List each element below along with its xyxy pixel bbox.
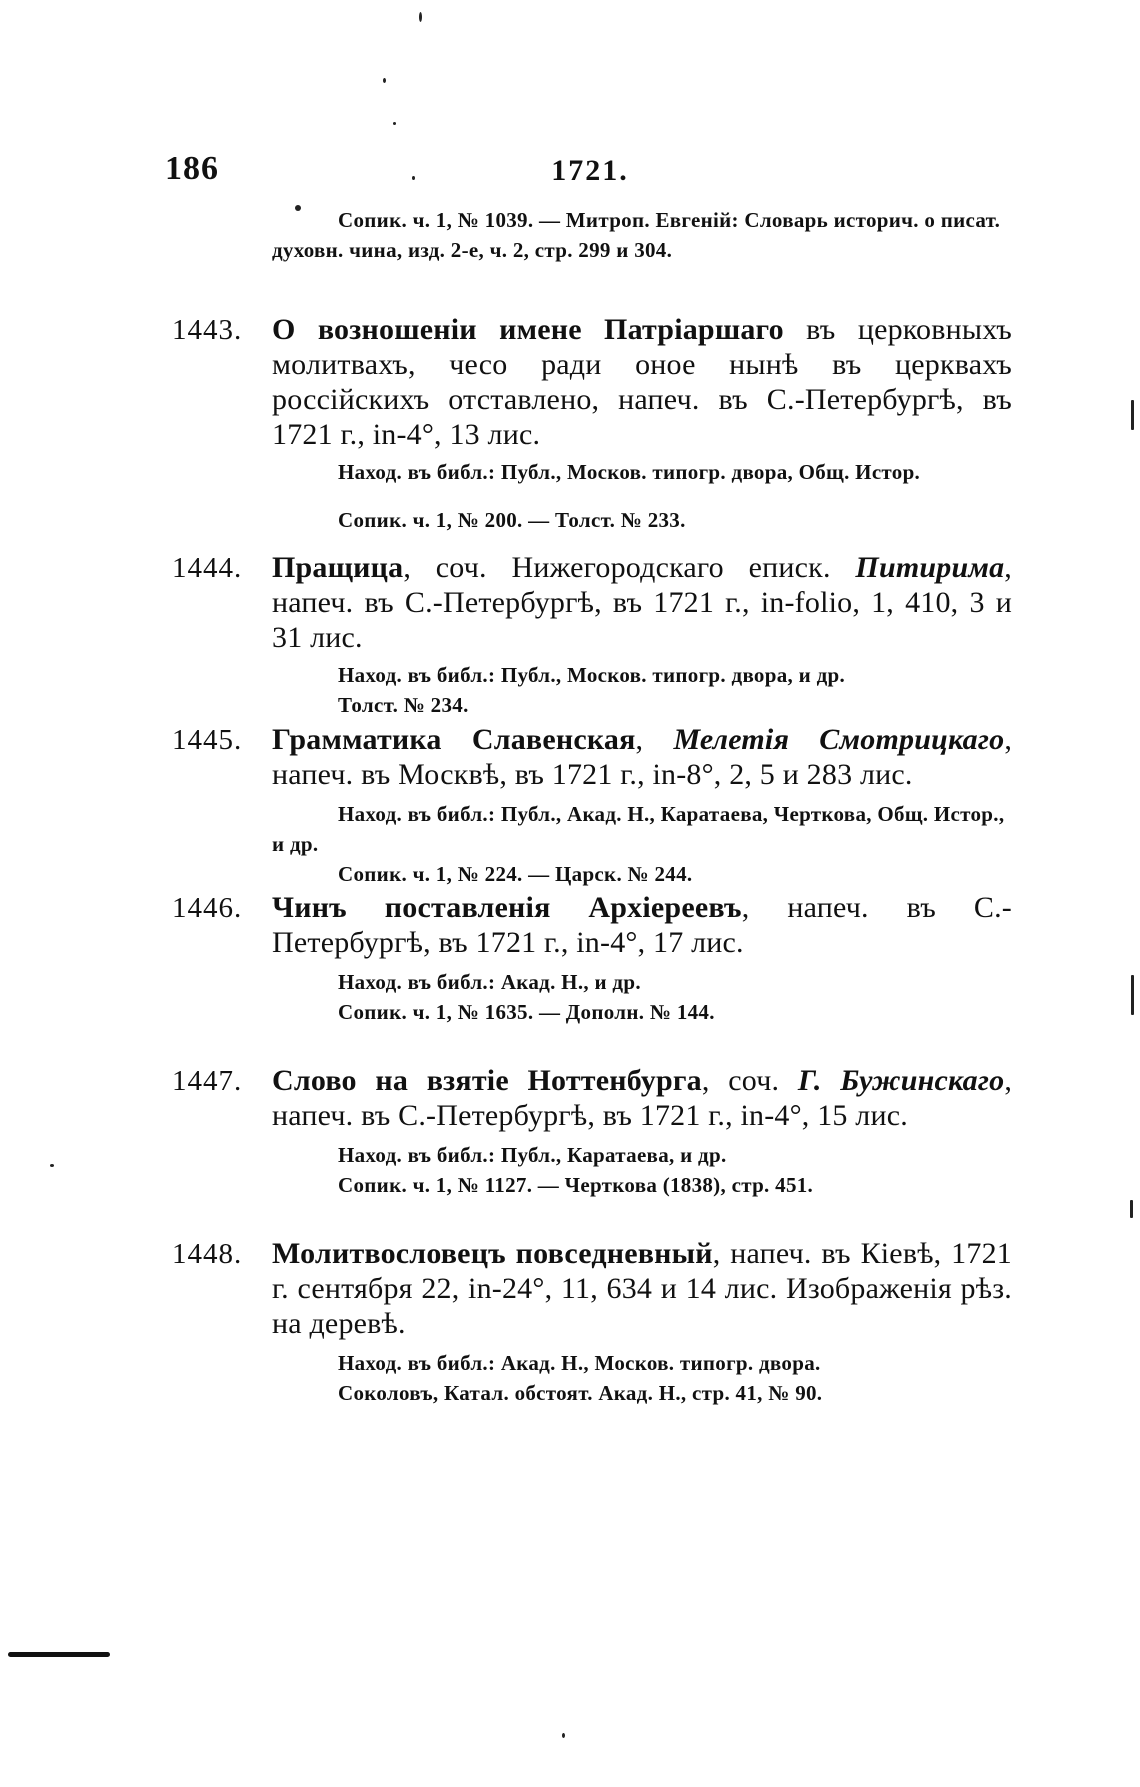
entry-description [272, 722, 1012, 792]
entry-text: , соч. [701, 1064, 798, 1097]
entry-author: Г. Бужинскаго [797, 1064, 1005, 1097]
entry-text-after: , напеч. въ С.-Петербургѣ, въ 1721 г., in-4°, 15 лис. [272, 1064, 1013, 1132]
page-number: 186 [165, 150, 219, 187]
entry-author: Питирима [855, 551, 1005, 584]
scan-speck [383, 78, 386, 83]
entry-number: 1445. [172, 724, 243, 756]
entry-author: Мелетія Смотрицкаго [673, 723, 1005, 756]
scan-speck [1131, 975, 1134, 1015]
entry-description [272, 550, 1012, 655]
entry-number: 1444. [172, 552, 243, 584]
entry-number: 1446. [172, 892, 243, 924]
running-head [165, 150, 1015, 194]
entry-description [272, 1063, 1012, 1133]
scan-speck [419, 12, 422, 22]
scan-speck [1131, 400, 1134, 430]
entry-title: Слово на взятіе Ноттенбурга [272, 1064, 702, 1097]
entry-references: Толст. № 234. [338, 693, 469, 717]
entry-text-after: , напеч. въ С.-Петербургѣ, въ 1721 г., in-folio, 1, 410, 3 и 31 лис. [272, 551, 1012, 654]
entry-holdings: Наход. въ библ.: Акад. Н., и др. [338, 970, 641, 994]
scan-speck [412, 176, 415, 180]
entry-title: Молитвословецъ повседневный [272, 1237, 713, 1270]
entry-text: , [635, 723, 674, 756]
entry-references: Сопик. ч. 1, № 224. — Царск. № 244. [338, 862, 693, 886]
entry-holdings: Наход. въ библ.: Публ., Москов. типогр. двора, Общ. Истор. [338, 460, 921, 484]
scan-speck [393, 122, 396, 125]
entry-references: Соколовъ, Катал. обстоят. Акад. Н., стр. 41, № 90. [338, 1381, 823, 1405]
entry-number: 1443. [172, 314, 243, 346]
entry-references: Сопик. ч. 1, № 200. — Толст. № 233. [338, 508, 686, 532]
entry-references: Сопик. ч. 1, № 1127. — Черткова (1838), стр. 451. [338, 1173, 814, 1197]
entry-description [272, 890, 1012, 960]
entry-text: въ церковныхъ молитвахъ, чесо ради оное нынѣ въ церквахъ россійскихъ отставлено, напеч. въ С.-Петербургѣ, въ 1721 г., in-4°, 13 лис. [272, 313, 1012, 451]
scan-speck [562, 1733, 565, 1738]
entry-holdings: Наход. въ библ.: Публ., Акад. Н., Каратаева, Черткова, Общ. Истор., и др. [272, 802, 1005, 856]
entry-number: 1448. [172, 1238, 243, 1270]
entry-number: 1447. [172, 1065, 243, 1097]
scan-speck [50, 1164, 54, 1167]
running-year: 1721. [551, 154, 629, 187]
entry-description [272, 312, 1012, 452]
entry-title: Пращица [272, 551, 404, 584]
scan-edge-mark [8, 1652, 110, 1657]
scan-speck [295, 205, 301, 211]
entry-title: О возношеніи имене Патріаршаго [272, 313, 784, 346]
entry-text: , напеч. въ Кіевѣ, 1721 г. сентября 22, in-24°, 11, 634 и 14 лис. Изображенія рѣз. на деревѣ. [272, 1237, 1012, 1340]
entry-holdings: Наход. въ библ.: Публ., Москов. типогр. двора, и др. [338, 663, 846, 687]
entry-text: , соч. Нижегородскаго еписк. [403, 551, 856, 584]
preface-note: Сопик. ч. 1, № 1039. — Митроп. Евгеній: Словарь историч. о писат. духовн. чина, изд. 2-е, ч. 2, стр. 299 и 304. [272, 208, 1001, 262]
scan-speck [1130, 1200, 1133, 1218]
entry-references: Сопик. ч. 1, № 1635. — Дополн. № 144. [338, 1000, 715, 1024]
entry-title: Чинъ поставленія Архіереевъ [272, 891, 742, 924]
entry-text: , напеч. въ С.-Петербургѣ, въ 1721 г., in-4°, 17 лис. [272, 891, 1012, 959]
entry-text-after: , напеч. въ Москвѣ, въ 1721 г., in-8°, 2, 5 и 283 лис. [272, 723, 1013, 791]
entry-description [272, 1236, 1012, 1341]
entry-holdings: Наход. въ библ.: Акад. Н., Москов. типогр. двора. [338, 1351, 821, 1375]
entry-title: Грамматика Славенская [272, 723, 636, 756]
entry-holdings: Наход. въ библ.: Публ., Каратаева, и др. [338, 1143, 727, 1167]
